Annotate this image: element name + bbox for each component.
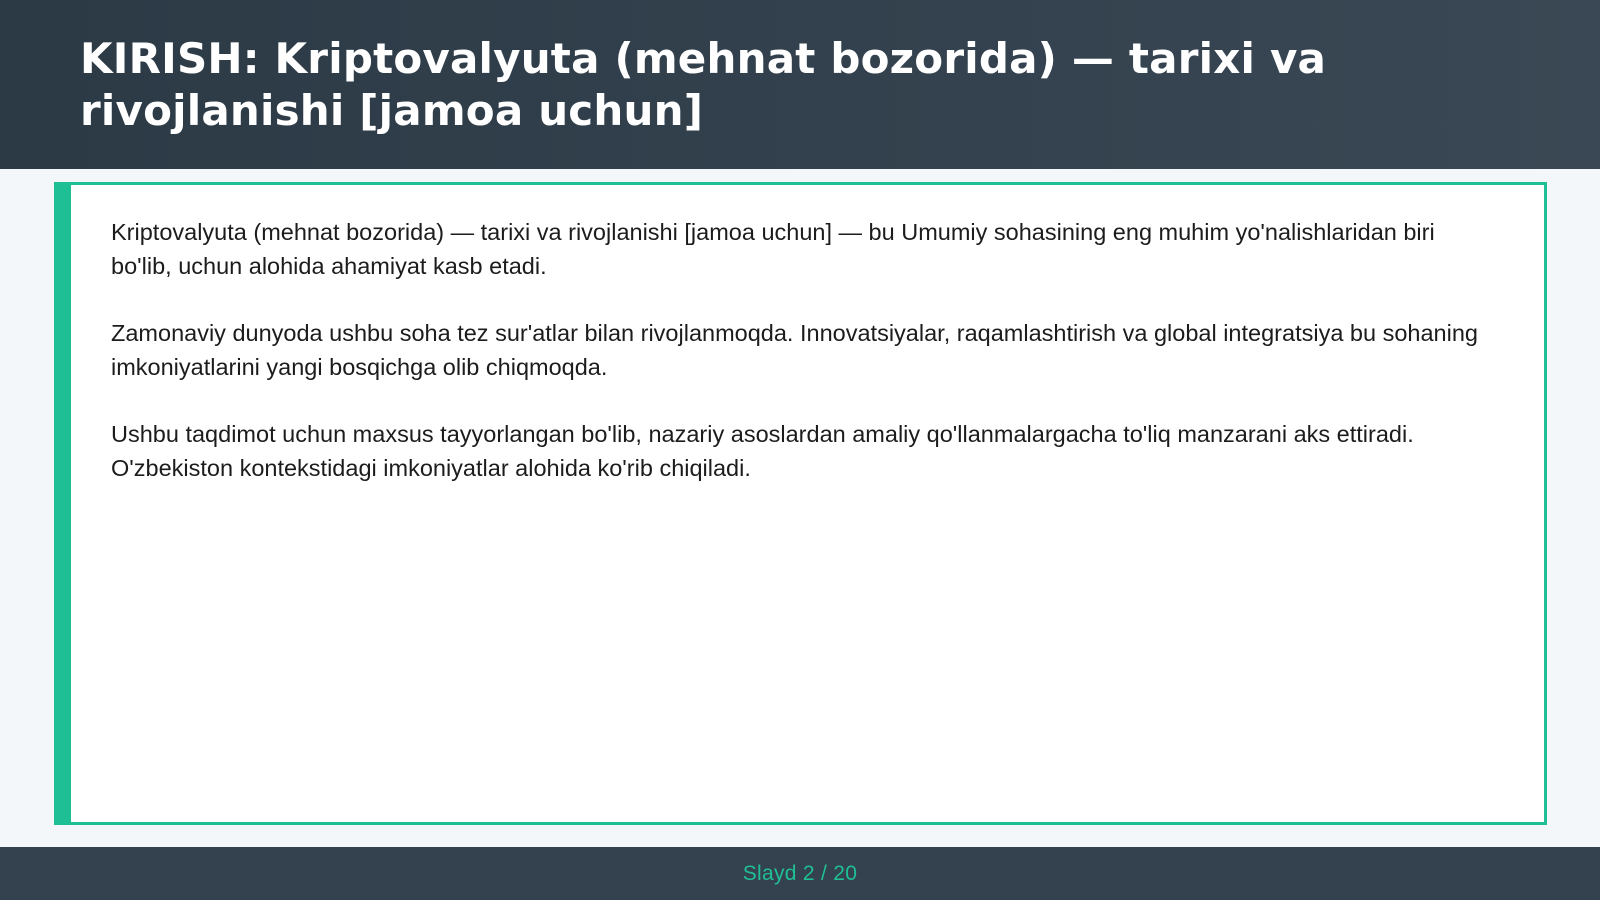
slide-footer [0,847,1600,900]
slide-title: KIRISH: Kriptovalyuta (mehnat bozorida) — tarixi va rivojlanishi [jamoa uchun] [80,34,1327,135]
slide-counter: Slayd 2 / 20 [742,861,858,885]
content-card [54,182,1547,825]
paragraph-modern-world: Zamonaviy dunyoda ushbu soha tez sur'atlar bilan rivojlanmoqda. Innovatsiyalar, raqamlashtirish va global integratsiya bu sohaning imkoniyatlarini yangi bosqichga olib chiqmoqda. [111,320,1478,380]
paragraph-presentation-purpose: Ushbu taqdimot uchun maxsus tayyorlangan bo'lib, nazariy asoslardan amaliy qo'llanmalargacha to'liq manzarani aks ettiradi. O'zbekiston kontekstidagi imkoniyatlar alohida ko'rib chiqiladi. [111,421,1414,481]
paragraph-intro: Kriptovalyuta (mehnat bozorida) — tarixi va rivojlanishi [jamoa uchun] — bu Umumiy sohasining eng muhim yo'nalishlaridan biri bo'lib, uchun alohida ahamiyat kasb etadi. [111,219,1435,279]
slide-header [0,0,1600,169]
